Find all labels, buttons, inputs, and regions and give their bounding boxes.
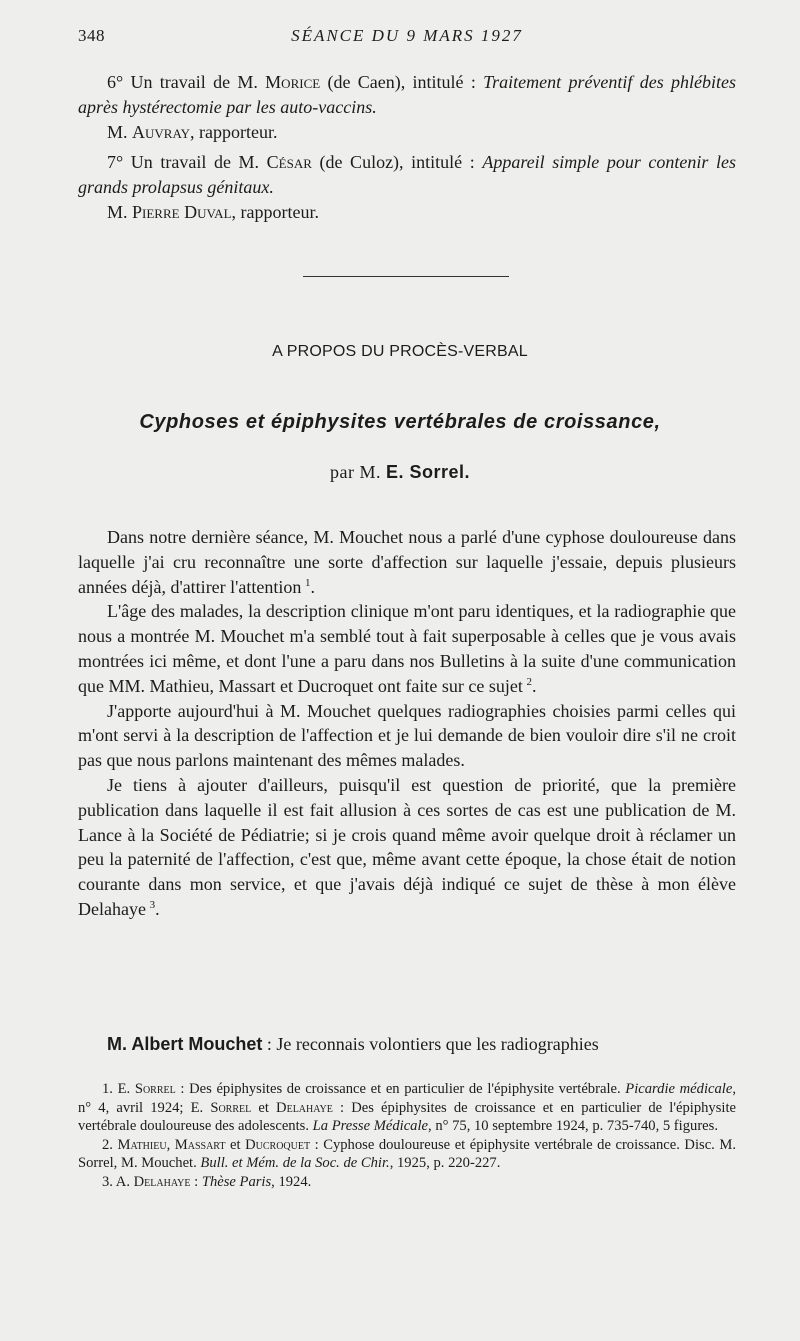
rapporteur-line: M. Auvray, rapporteur. <box>107 121 278 142</box>
article-byline: par M. E. Sorrel. <box>329 462 471 482</box>
discussion <box>78 1032 736 1057</box>
speaker-name: M. Albert Mouchet <box>107 1034 263 1054</box>
section-heading: A PROPOS DU PROCÈS-VERBAL <box>272 343 528 360</box>
work-title: Appareil simple pour contenir les grands prolapsus génitaux. <box>78 152 737 198</box>
rapporteur-line: M. Pierre Duval, rapporteur. <box>107 201 319 222</box>
author-name: E. Sorrel. <box>385 462 471 482</box>
footnotes <box>78 1080 736 1192</box>
work-title: Traitement préventif des phlébites après hystérectomie par les auto-vaccins. <box>78 72 736 117</box>
footnote-ref: 2 <box>526 675 532 688</box>
paragraph: J'apporte aujourd'hui à M. Mouchet quelques radiographies choisies parmi celles qui m'ont servi à la description de l'affection et je lui demande de bien vouloir dire s'il ne croit pas que nous parlons maintenant des mêmes malades. <box>78 700 736 771</box>
author-name: Morice <box>265 72 321 92</box>
paragraph: Je tiens à ajouter d'ailleurs, puisqu'il est question de priorité, que la première publication dans laquelle il est fait allusion à ces sortes de cas est une publication de M. Lance à la Société de Pédiatrie; si je crois quand même avoir quelque droit à réclamer un peu la paternité de l'affection, c'est que, même avant cette époque, la chose était de notion courante dans mon service, et que j'avais déjà indiqué ce sujet de thèse à mon élève Delahaye $^3$. <box>78 774 736 919</box>
page-number: 348 <box>78 26 105 45</box>
agenda-item-7: 7° Un travail de M. César (de Culoz), intitulé : Appareil simple pour contenir les grands prolapsus génitaux. <box>78 152 737 198</box>
agenda-item-6: 6° Un travail de M. Morice (de Caen), intitulé : Traitement préventif des phlébites après hystérectomie par les auto-vaccins. <box>78 72 736 117</box>
agenda-items <box>78 70 736 225</box>
paragraph: M. Albert Mouchet : Je reconnais volontiers que les radiographies <box>107 1034 599 1054</box>
article-body <box>78 525 736 922</box>
footnote-3: 3. A. Delahaye : Thèse Paris, 1924. <box>102 1173 312 1190</box>
running-title: SÉANCE DU 9 MARS 1927 <box>291 26 523 45</box>
footnote-ref: 1 <box>305 576 311 589</box>
footnote-2: 2. Mathieu, Massart et Ducroquet : Cyphose douloureuse et épiphysite vertébrale de croissance. Disc. M. Sorrel, M. Mouchet. Bull. et Mém. de la Soc. de Chir., 1925, p. 220-227. <box>78 1136 736 1172</box>
separator-rule <box>303 276 509 277</box>
footnote-ref: 3 <box>149 898 156 911</box>
page-header <box>78 26 736 50</box>
article-title: Cyphoses et épiphysites vertébrales de croissance, <box>139 411 661 433</box>
author-name: César <box>266 152 312 173</box>
paragraph: Dans notre dernière séance, M. Mouchet nous a parlé d'une cyphose douloureuse dans laquelle j'ai cru reconnaître une sorte d'affection sur laquelle j'essaie, depuis plusieurs années déjà, d'attirer l'attention $^1$. <box>78 527 736 597</box>
paragraph: L'âge des malades, la description clinique m'ont paru identiques, et la radiographie que nous a montrée M. Mouchet m'a semblé tout à fait superposable à celles que je vous avais montrées ici même, et dont l'une a paru dans nos Bulletins à la suite d'une communication que MM. Mathieu, Massart et Ducroquet ont faite sur ce sujet $^2$. <box>78 601 736 696</box>
footnote-1: 1. E. Sorrel : Des épiphysites de croissance et en particulier de l'épiphysite vertébrale. Picardie médicale, n° 4, avril 1924; E. Sorrel et Delahaye : Des épiphysites de croissance et en particulier de l'épiphysite vertébrale douloureuse des adolescents. La Presse Médicale, n° 75, 10 septembre 1924, p. 735-740, 5 figures. <box>78 1081 736 1135</box>
